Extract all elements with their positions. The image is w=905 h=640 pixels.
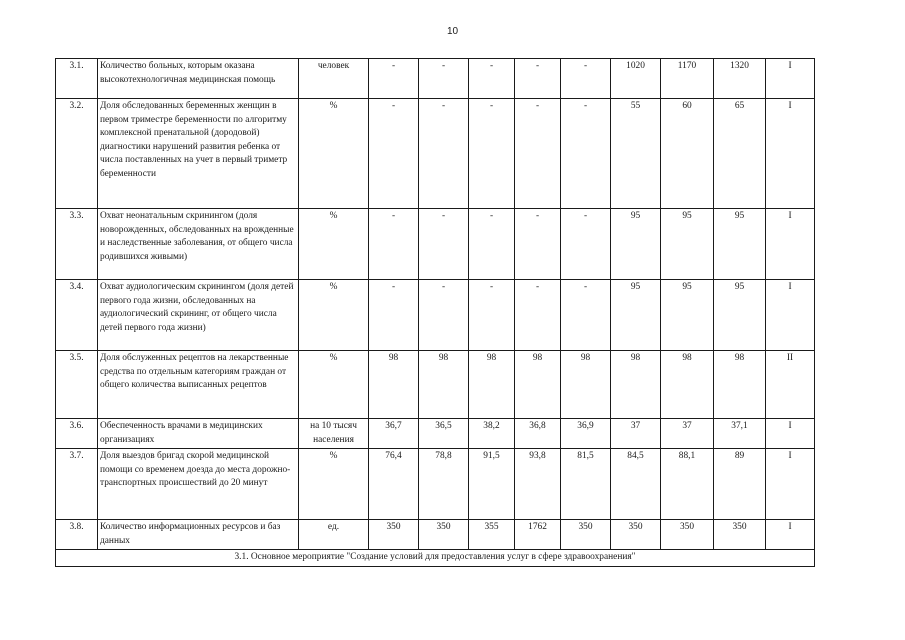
value-cell: - [369,280,419,351]
table-row [56,99,815,209]
value-cell: 350 [561,520,611,550]
value-cell: 95 [661,280,714,351]
value-cell: - [469,99,515,209]
value-cell: 98 [369,351,419,419]
table-row [56,449,815,520]
indicator-name-cell: Охват неонатальным скринингом (доля новорожденных, обследованных на врожденные и наследственные заболевания, от общего числа родившихся живыми) [98,209,299,280]
value-cell: 98 [561,351,611,419]
value-cell: 1170 [661,59,714,99]
value-cell: 65 [714,99,766,209]
indicator-name-cell: Количество больных, которым оказана высокотехнологичная медицинская помощь [98,59,299,99]
value-cell: 98 [661,351,714,419]
value-cell: - [515,59,561,99]
unit-cell: % [299,99,369,209]
value-cell: 60 [661,99,714,209]
indicator-name-cell: Доля выездов бригад скорой медицинской помощи со временем доезда до места дорожно-транспортных происшествий до 20 минут [98,449,299,520]
unit-cell: человек [299,59,369,99]
level-cell: I [766,520,815,550]
value-cell: 98 [714,351,766,419]
value-cell: - [419,99,469,209]
table-row [56,280,815,351]
value-cell: - [469,280,515,351]
level-cell: I [766,280,815,351]
value-cell: - [561,280,611,351]
value-cell: 98 [419,351,469,419]
value-cell: 91,5 [469,449,515,520]
value-cell: 95 [661,209,714,280]
value-cell: - [419,59,469,99]
value-cell: - [469,209,515,280]
value-cell: 350 [611,520,661,550]
value-cell: - [369,99,419,209]
value-cell: 98 [469,351,515,419]
unit-cell: % [299,209,369,280]
value-cell: - [369,209,419,280]
value-cell: 84,5 [611,449,661,520]
value-cell: 55 [611,99,661,209]
value-cell: 89 [714,449,766,520]
value-cell: 36,8 [515,419,561,449]
value-cell: - [515,280,561,351]
value-cell: 36,7 [369,419,419,449]
table-row [56,209,815,280]
row-number-cell: 3.2. [56,99,98,209]
table-row [56,351,815,419]
value-cell: 95 [714,280,766,351]
value-cell: 350 [419,520,469,550]
table-row [56,59,815,99]
value-cell: 350 [661,520,714,550]
page-number: 10 [446,26,459,37]
value-cell: - [369,59,419,99]
value-cell: 36,9 [561,419,611,449]
value-cell: 76,4 [369,449,419,520]
value-cell: 98 [515,351,561,419]
row-number-cell: 3.1. [56,59,98,99]
unit-cell: % [299,449,369,520]
value-cell: 1020 [611,59,661,99]
value-cell: 95 [714,209,766,280]
level-cell: I [766,59,815,99]
value-cell: 38,2 [469,419,515,449]
row-number-cell: 3.5. [56,351,98,419]
value-cell: - [561,209,611,280]
value-cell: - [419,280,469,351]
row-number-cell: 3.6. [56,419,98,449]
section-heading: 3.1. Основное мероприятие "Создание условий для предоставления услуг в сфере здравоохранения" [56,550,815,567]
unit-cell: ед. [299,520,369,550]
value-cell: - [561,59,611,99]
value-cell: 350 [714,520,766,550]
level-cell: I [766,419,815,449]
indicators-table [55,58,815,567]
level-cell: I [766,209,815,280]
value-cell: - [419,209,469,280]
unit-cell: % [299,351,369,419]
value-cell: 93,8 [515,449,561,520]
value-cell: 350 [369,520,419,550]
row-number-cell: 3.8. [56,520,98,550]
value-cell: - [515,99,561,209]
row-number-cell: 3.3. [56,209,98,280]
unit-cell: % [299,280,369,351]
indicator-name-cell: Доля обслуженных рецептов на лекарственные средства по отдельным категориям граждан от общего количества выписанных рецептов [98,351,299,419]
indicator-name-cell: Доля обследованных беременных женщин в первом триместре беременности по алгоритму комплексной пренатальной (дородовой) диагностики нарушений развития ребенка от числа поставленных на учет в первый триметр беременности [98,99,299,209]
table-row [56,419,815,449]
value-cell: 37 [611,419,661,449]
value-cell: 1762 [515,520,561,550]
value-cell: - [515,209,561,280]
value-cell: 1320 [714,59,766,99]
level-cell: II [766,351,815,419]
value-cell: 88,1 [661,449,714,520]
row-number-cell: 3.4. [56,280,98,351]
indicator-name-cell: Количество информационных ресурсов и баз данных [98,520,299,550]
table-body [56,59,815,550]
value-cell: - [469,59,515,99]
level-cell: I [766,449,815,520]
value-cell: 81,5 [561,449,611,520]
indicator-name-cell: Обеспеченность врачами в медицинских организациях [98,419,299,449]
value-cell: - [561,99,611,209]
value-cell: 98 [611,351,661,419]
value-cell: 37,1 [714,419,766,449]
unit-cell: на 10 тысяч населения [299,419,369,449]
table-footer-row [56,550,815,567]
value-cell: 355 [469,520,515,550]
indicator-name-cell: Охват аудиологическим скринингом (доля детей первого года жизни, обследованных на аудиологический скрининг, от общего числа детей первого года жизни) [98,280,299,351]
value-cell: 95 [611,280,661,351]
table-row [56,520,815,550]
row-number-cell: 3.7. [56,449,98,520]
value-cell: 78,8 [419,449,469,520]
value-cell: 36,5 [419,419,469,449]
value-cell: 37 [661,419,714,449]
value-cell: 95 [611,209,661,280]
level-cell: I [766,99,815,209]
